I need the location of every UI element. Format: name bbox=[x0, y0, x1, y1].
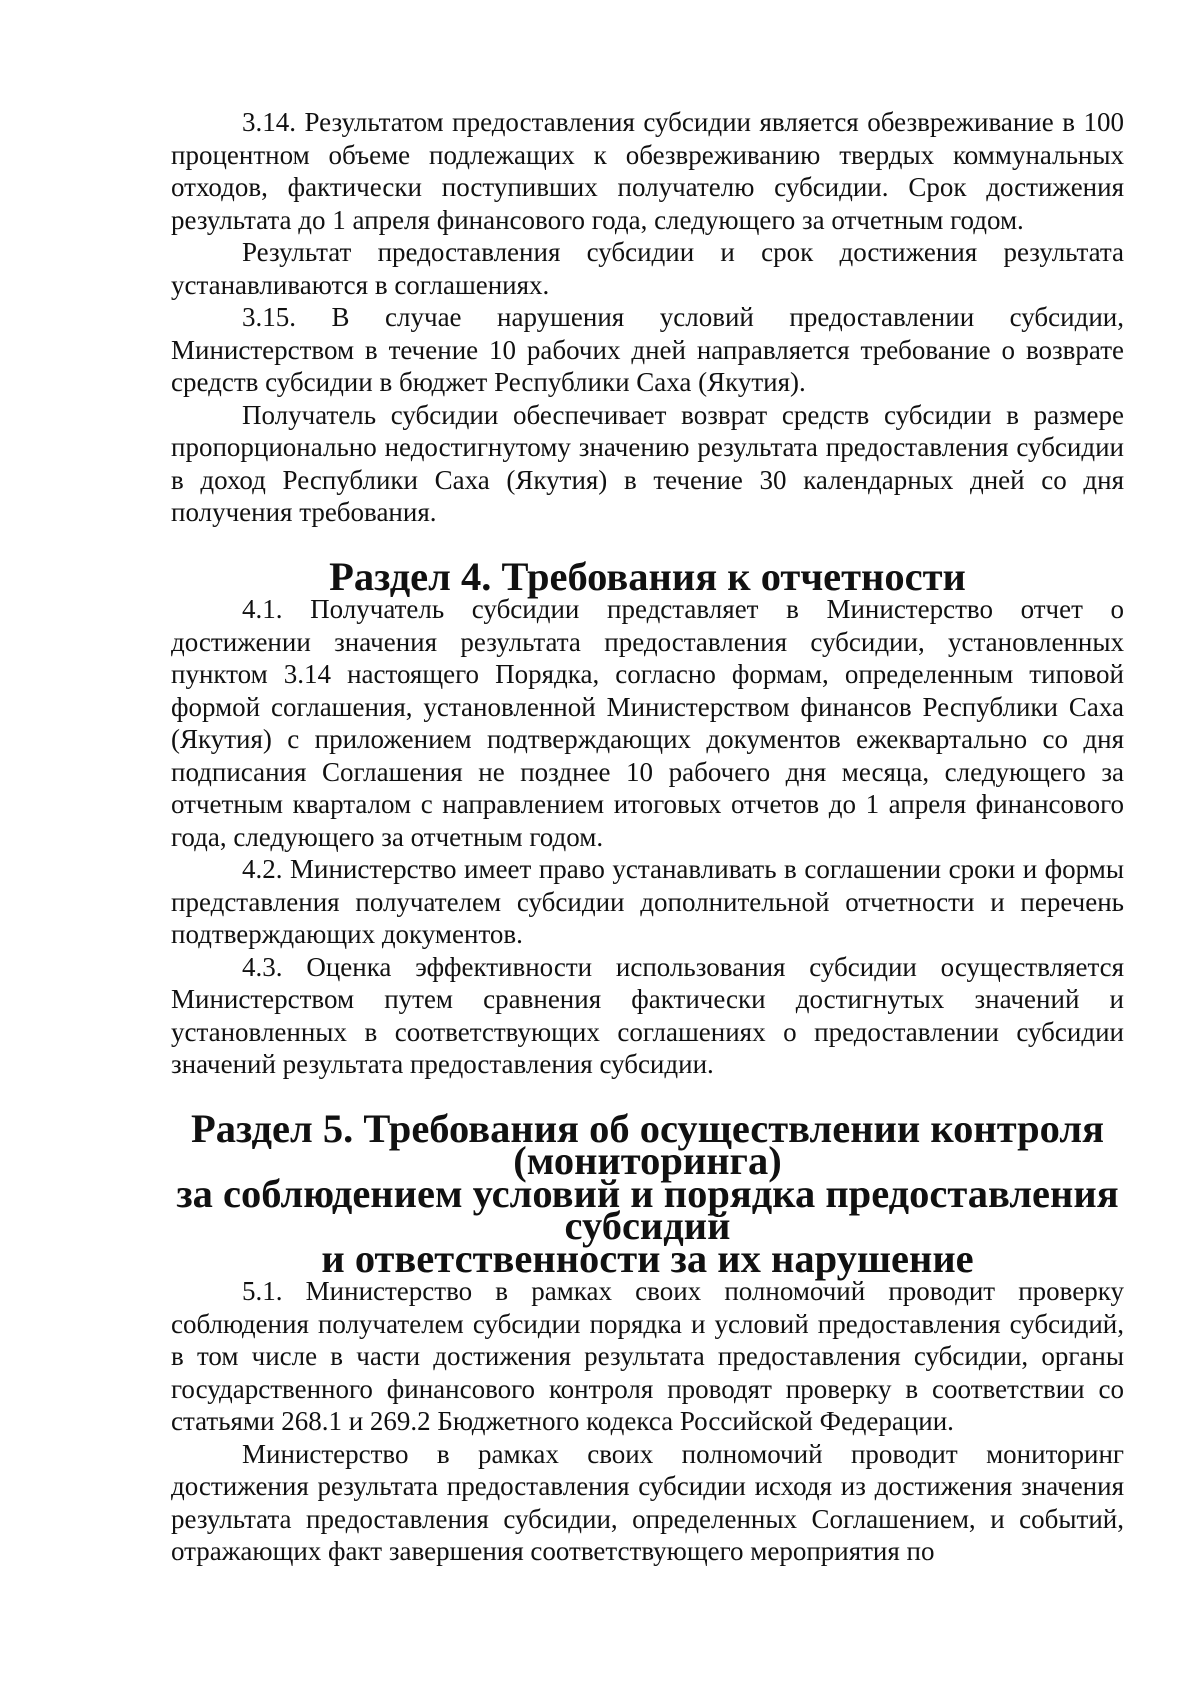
paragraph-4-3: 4.3. Оценка эффективности использования субсидии осуществляется Министерством путем сравнения фактически достигнутых значений и установленных в соответствующих соглашениях о предоставлении субсидии значений результата предоставления субсидии. bbox=[171, 951, 1124, 1079]
section-5-heading bbox=[171, 1105, 1124, 1281]
section-5-heading-line-3: и ответственности за их нарушение bbox=[321, 1235, 974, 1281]
paragraph-3-14: 3.14. Результатом предоставления субсидии является обезвреживание в 100 процентном объеме подлежащих к обезвреживанию твердых коммунальных отходов, фактически поступивших получателю субсидии. Срок достижения результата до 1 апреля финансового года, следующего за отчетным годом. bbox=[171, 107, 1124, 235]
paragraph-3-15: 3.15. В случае нарушения условий предоставлении субсидии, Министерством в течение 10 рабочих дней направляется требование о возврате средств субсидии в бюджет Республики Саха (Якутия). bbox=[171, 302, 1124, 397]
paragraph-result-terms: Результат предоставления субсидии и срок достижения результата устанавливаются в соглашениях. bbox=[171, 237, 1124, 300]
section-5-heading-line-2: за соблюдением условий и порядка предоставления субсидий bbox=[176, 1170, 1119, 1248]
section-4-heading: Раздел 4. Требования к отчетности bbox=[329, 553, 966, 599]
paragraph-4-1: 4.1. Получатель субсидии представляет в Министерство отчет о достижении значения результата предоставления субсидии, установленных пунктом 3.14 настоящего Порядка, согласно формам, определенным типовой формой соглашения, установленной Министерством финансов Республики Саха (Якутия) с приложением подтверждающих документов ежеквартально со дня подписания Соглашения не позднее 10 рабочего дня месяца, следующего за отчетным кварталом с направлением итоговых отчетов до 1 апреля финансового года, следующего за отчетным годом. bbox=[171, 594, 1124, 852]
paragraph-subsidy-return: Получатель субсидии обеспечивает возврат средств субсидии в размере пропорционально недостигнутому значению результата предоставления субсидии в доход Республики Саха (Якутия) в течение 30 календарных дней со дня получения требования. bbox=[171, 399, 1124, 527]
paragraph-4-2: 4.2. Министерство имеет право устанавливать в соглашении сроки и формы представления получателем субсидии дополнительной отчетности и перечень подтверждающих документов. bbox=[171, 854, 1124, 949]
paragraph-monitoring: Министерство в рамках своих полномочий проводит мониторинг достижения результата предоставления субсидии исходя из достижения значения результата предоставления субсидии, определенных Соглашением, и событий, отражающих факт завершения соответствующего мероприятия по bbox=[171, 1438, 1124, 1566]
paragraph-5-1: 5.1. Министерство в рамках своих полномочий проводит проверку соблюдения получателем субсидии порядка и условий предоставления субсидий, в том числе в части достижения результата предоставления субсидии, органы государственного финансового контроля проводят проверку в соответствии со статьями 268.1 и 269.2 Бюджетного кодекса Российской Федерации. bbox=[171, 1276, 1124, 1436]
section-5-heading-line-1: Раздел 5. Требования об осуществлении контроля (мониторинга) bbox=[190, 1105, 1104, 1183]
